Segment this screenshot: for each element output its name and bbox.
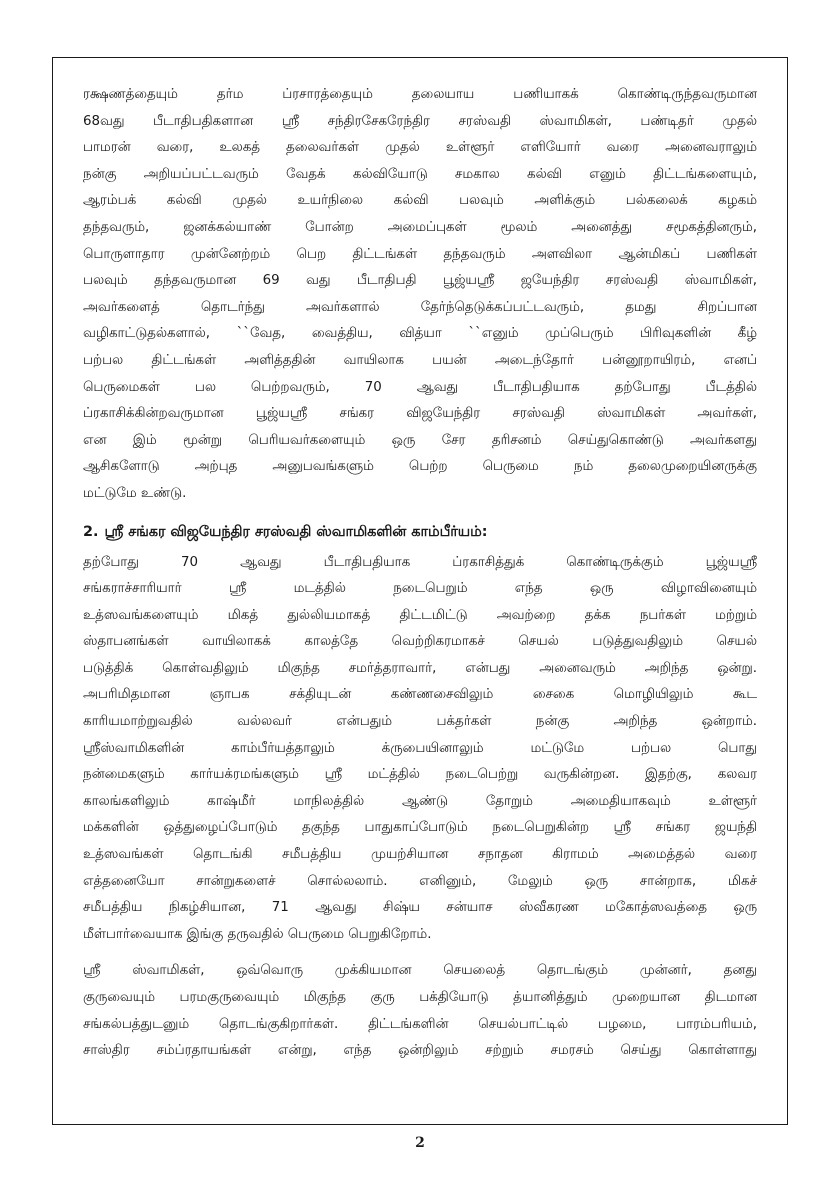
section-heading [83,520,757,544]
text-line: சாஸ்திர சம்ப்ரதாயங்கள் என்று, எந்த ஒன்றிலும் சற்றும் சமரசம் செய்து கொள்ளாது [83,1043,757,1059]
text-line: மக்களின் ஒத்துழைப்போடும் தகுந்த பாதுகாப்போடும் நடைபெறுகின்ற ஸ்ரீ சங்கர ஜயந்தி [83,820,757,836]
page-frame [52,57,788,1125]
text-line: மீள்பார்வையாக இங்கு தருவதில் பெருமை பெறுகிறோம். [83,926,432,942]
paragraph-3 [83,958,757,1064]
paragraph-1 [83,82,757,508]
text-line: ஆரம்பக் கல்வி முதல் உயர்நிலை கல்வி பலவும் அளிக்கும் பல்கலைக் கழகம் [83,193,757,209]
text-line: ஸ்தாபனங்கள் வாயிலாகக் காலத்தே வெற்றிகரமாகச் செயல் படுத்துவதிலும் செயல் [83,634,757,650]
text-line: ஆசிகளோடு அற்புத அனுபவங்களும் பெற்ற பெருமை நம் தலைமுறையினருக்கு [83,459,757,475]
text-line: பலவும் தந்தவருமான 69 வது பீடாதிபதி பூஜ்யஸ்ரீ ஜயேந்திர சரஸ்வதி ஸ்வாமிகள், [83,273,757,289]
text-line: பெருமைகள் பல பெற்றவரும், 70 ஆவது பீடாதிபதியாக தற்போது பீடத்தில் [83,379,757,395]
text-line: என இம் மூன்று பெரியவர்களையும் ஒரு சேர தரிசனம் செய்துகொண்டு அவர்களது [83,432,757,448]
page-number: 2 [415,1135,425,1151]
text-line: பாமரன் வரை, உலகத் தலைவர்கள் முதல் உள்ளூர் எளியோர் வரை அனைவராலும் [83,140,757,156]
text-line: பொருளாதார முன்னேற்றம் பெற திட்டங்கள் தந்தவரும் அளவிலா ஆன்மிகப் பணிகள் [83,246,757,262]
text-line: ப்ரகாசிக்கின்றவருமான பூஜ்யஸ்ரீ சங்கர விஜயேந்திர சரஸ்வதி ஸ்வாமிகள் அவர்கள், [83,406,757,422]
text-line: உத்ஸவங்களையும் மிகத் துல்லியமாகத் திட்டமிட்டு அவற்றை தக்க நபர்கள் மற்றும் [83,607,757,623]
text-line: நன்கு அறியப்பட்டவரும் வேதக் கல்வியோடு சமகால கல்வி எனும் திட்டங்களையும், [83,166,757,182]
text-line: மட்டுமே உண்டு. [83,485,187,501]
text-line: உத்ஸவங்கள் தொடங்கி சமீபத்திய முயற்சியான சநாதன கிராமம் அமைத்தல் வரை [83,847,757,863]
text-line: காரியமாற்றுவதில் வல்லவர் என்பதும் பக்தர்கள் நன்கு அறிந்த ஒன்றாம். [83,714,757,730]
text-line: சங்கல்பத்துடனும் தொடங்குகிறார்கள். திட்டங்களின் செயல்பாட்டில் பழமை, பாரம்பரியம், [83,1016,757,1032]
text-line: சங்கராச்சாரியார் ஸ்ரீ மடத்தில் நடைபெறும் எந்த ஒரு விழாவினையும் [83,581,757,597]
text-line: எத்தனையோ சான்றுகளைச் சொல்லலாம். எனினும், மேலும் ஒரு சான்றாக, மிகச் [83,873,757,889]
text-line: தந்தவரும், ஜனக்கல்யாண் போன்ற அமைப்புகள் மூலம் அனைத்து சமூகத்தினரும், [83,219,757,235]
text-line: அபரிமிதமான ஞாபக சக்தியுடன் கண்ணசைவிலும் சைகை மொழியிலும் கூட [83,687,757,703]
text-line: தற்போது 70 ஆவது பீடாதிபதியாக ப்ரகாசித்துக் கொண்டிருக்கும் பூஜ்யஸ்ரீ [83,554,757,570]
text-line: குருவையும் பரமகுருவையும் மிகுந்த குரு பக்தியோடு த்யானித்தும் முறையான திடமான [83,990,757,1005]
text-line: ஸ்ரீஸ்வாமிகளின் காம்பீர்யத்தாலும் க்ருபையினாலும் மட்டுமே பற்பல பொது [83,740,757,756]
text-line: நன்மைகளும் கார்யக்ரமங்களும் ஸ்ரீ மட்த்தில் நடைபெற்று வருகின்றன. இதற்கு, கலவர [83,767,757,783]
paragraph-gap [83,948,757,958]
text-line: அவர்களைத் தொடர்ந்து அவர்களால் தேர்ந்தெடுக்கப்பட்டவரும், தமது சிறப்பான [83,299,757,315]
text-line: வழிகாட்டுதல்களால், ``வேத, வைத்திய, வித்யா ``எனும் முப்பெரும் பிரிவுகளின் கீழ் [83,326,757,342]
text-line: படுத்திக் கொள்வதிலும் மிகுந்த சமர்த்தராவார், என்பது அனைவரும் அறிந்த ஒன்று. [83,660,757,676]
text-line: சமீபத்திய நிகழ்சியான, 71 ஆவது சிஷ்ய சன்யாச ஸ்வீகரண மகோத்ஸவத்தை ஒரு [83,900,757,916]
text-line: ரக்ஷணத்தையும் தர்ம ப்ரசாரத்தையும் தலையாய பணியாகக் கொண்டிருந்தவருமான [83,87,757,102]
text-line: 68வது பீடாதிபதிகளான ஸ்ரீ சந்திரசேகரேந்திர சரஸ்வதி ஸ்வாமிகள், பண்டிதர் முதல் [83,113,757,129]
section-title: ஸ்ரீ சங்கர விஜயேந்திர சரஸ்வதி ஸ்வாமிகளின் காம்பீர்யம்: [104,523,488,540]
text-line: ஸ்ரீ ஸ்வாமிகள், ஒவ்வொரு முக்கியமான செயலைத் தொடங்கும் முன்னர், தனது [83,963,757,979]
section-number: 2. [83,523,99,540]
text-line: காலங்களிலும் காஷ்மீர் மாநிலத்தில் ஆண்டு தோறும் அமைதியாகவும் உள்ளூர் [83,793,757,809]
text-line: பற்பல திட்டங்கள் அளித்ததின் வாயிலாக பயன் அடைந்தோர் பன்னூறாயிரம், எனப் [83,352,757,368]
paragraph-2 [83,550,757,949]
